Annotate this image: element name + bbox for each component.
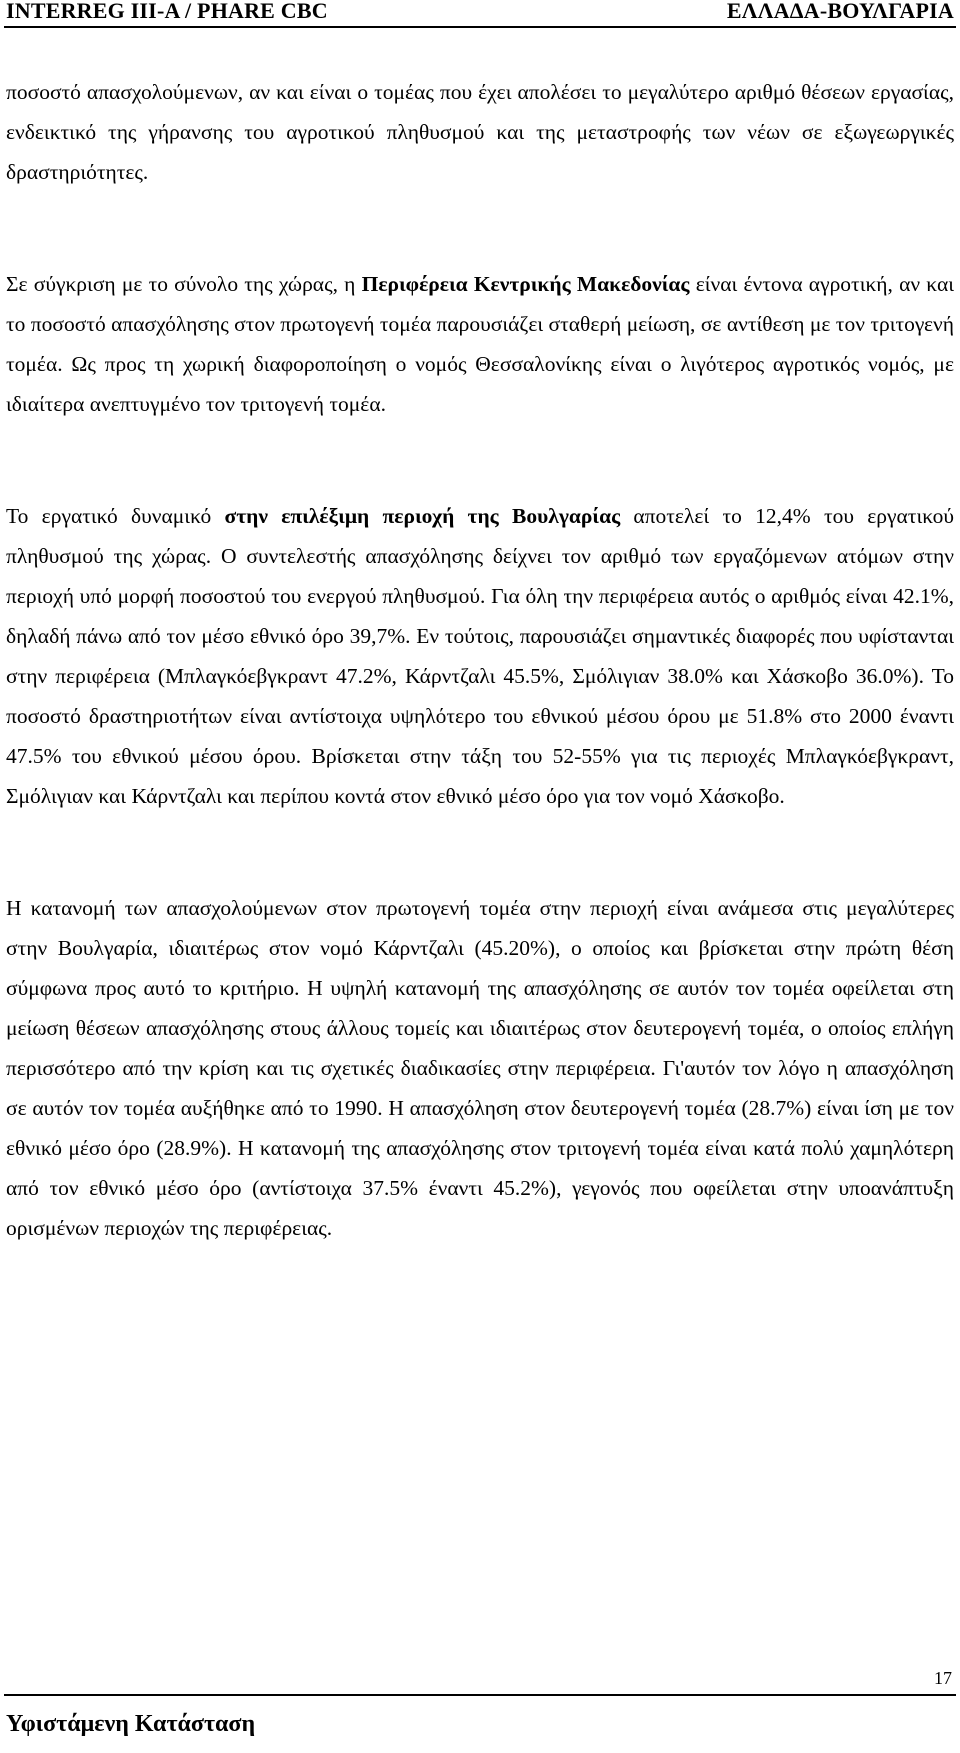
paragraph-2 [6, 264, 954, 424]
header-program-title: INTERREG III-A / PHARE CBC [6, 0, 328, 23]
paragraph-3-rest: αποτελεί το 12,4% του εργατικού πληθυσμού της χώρας. Ο συντελεστής απασχόλησης δείχνει τον αριθμό των εργαζόμενων ατόμων στην περιοχή υπό μορφή ποσοστού του ενεργού πληθυσμού. Για όλη την περιφέρεια αυτός ο αριθμός είναι 42.1%, δηλαδή πάνω από τον μέσο εθνικό όρο 39,7%. Εν τούτοις, παρουσιάζει σημαντικές διαφορές που υφίστανται στην περιφέρεια (Μπλαγκόεβγκραντ 47.2%, Κάρντζαλι 45.5%, Σμόλιγιαν 38.0% και Χάσκοβο 36.0%). Το ποσοστό δραστηριοτήτων είναι αντίστοιχα υψηλότερο του εθνικού μέσου όρου με 51.8% στο 2000 έναντι 47.5% του εθνικού μέσου όρου. Βρίσκεται στην τάξη του 52-55% για τις περιοχές Μπλαγκόεβγκραντ, Σμόλιγιαν και Κάρντζαλι και περίπου κοντά στον εθνικό μέσο όρο για τον νομό Χάσκοβο. [6, 504, 954, 808]
paragraph-3-lead: Το εργατικό δυναμικό [6, 504, 225, 528]
paragraph-2-lead: Σε σύγκριση με το σύνολο της χώρας, η [6, 272, 362, 296]
footer-divider [4, 1694, 956, 1696]
paragraph-2-rest: είναι έντονα αγροτική, αν και το ποσοστό απασχόλησης στον πρωτογενή τομέα παρουσιάζει σταθερή μείωση, σε αντίθεση με τον τριτογενή τομέα. Ως προς τη χωρική διαφοροποίηση ο νομός Θεσσαλονίκης είναι ο λιγότερος αγροτικός νομός, με ιδιαίτερα ανεπτυγμένο τον τριτογενή τομέα. [6, 272, 954, 416]
paragraph-1: ποσοστό απασχολούμενων, αν και είναι ο τομέας που έχει απολέσει το μεγαλύτερο αριθμό θέσεων εργασίας, ενδεικτικό της γήρανσης του αγροτικού πληθυσμού και της μεταστροφής των νέων σε εξωγεωργικές δραστηριότητες. [6, 80, 954, 184]
paragraph-3 [6, 496, 954, 816]
header-divider [4, 26, 956, 28]
page-header [6, 0, 954, 26]
document-body [6, 72, 954, 1248]
paragraph-4: Η κατανομή των απασχολούμενων στον πρωτογενή τομέα στην περιοχή είναι ανάμεσα στις μεγαλύτερες στην Βουλγαρία, ιδιαιτέρως στον νομό Κάρντζαλι (45.20%), ο οποίος και βρίσκεται στην πρώτη θέση σύμφωνα προς αυτό το κριτήριο. Η υψηλή κατανομή της απασχόλησης σε αυτόν τον τομέα οφείλεται στη μείωση θέσεων απασχόλησης στους άλλους τομείς και ιδιαιτέρως στον δευτερογενή τομέα, ο οποίος επλήγη περισσότερο από την κρίση και τις σχετικές διαδικασίες στην περιφέρεια. Γι'αυτόν τον λόγο η απασχόληση σε αυτόν τον τομέα αυξήθηκε από το 1990. Η απασχόληση στον δευτερογενή τομέα (28.7%) είναι ίση με τον εθνικό μέσο όρο (28.9%). Η κατανομή της απασχόλησης στον τριτογενή τομέα είναι κατά πολύ χαμηλότερη από τον εθνικό μέσο όρο (αντίστοιχα 37.5% έναντι 45.2%), γεγονός που οφείλεται στην υποανάπτυξη ορισμένων περιοχών της περιφέρειας. [6, 896, 954, 1240]
header-region-title: ΕΛΛΑΔΑ-ΒΟΥΛΓΑΡΙΑ [726, 0, 954, 23]
footer-section-title: Υφιστάμενη Κατάσταση [6, 1711, 256, 1737]
page-number: 17 [934, 1668, 952, 1688]
paragraph-3-emphasis: στην επιλέξιμη περιοχή της Βουλγαρίας [224, 504, 621, 528]
paragraph-2-emphasis: Περιφέρεια Κεντρικής Μακεδονίας [361, 272, 690, 296]
